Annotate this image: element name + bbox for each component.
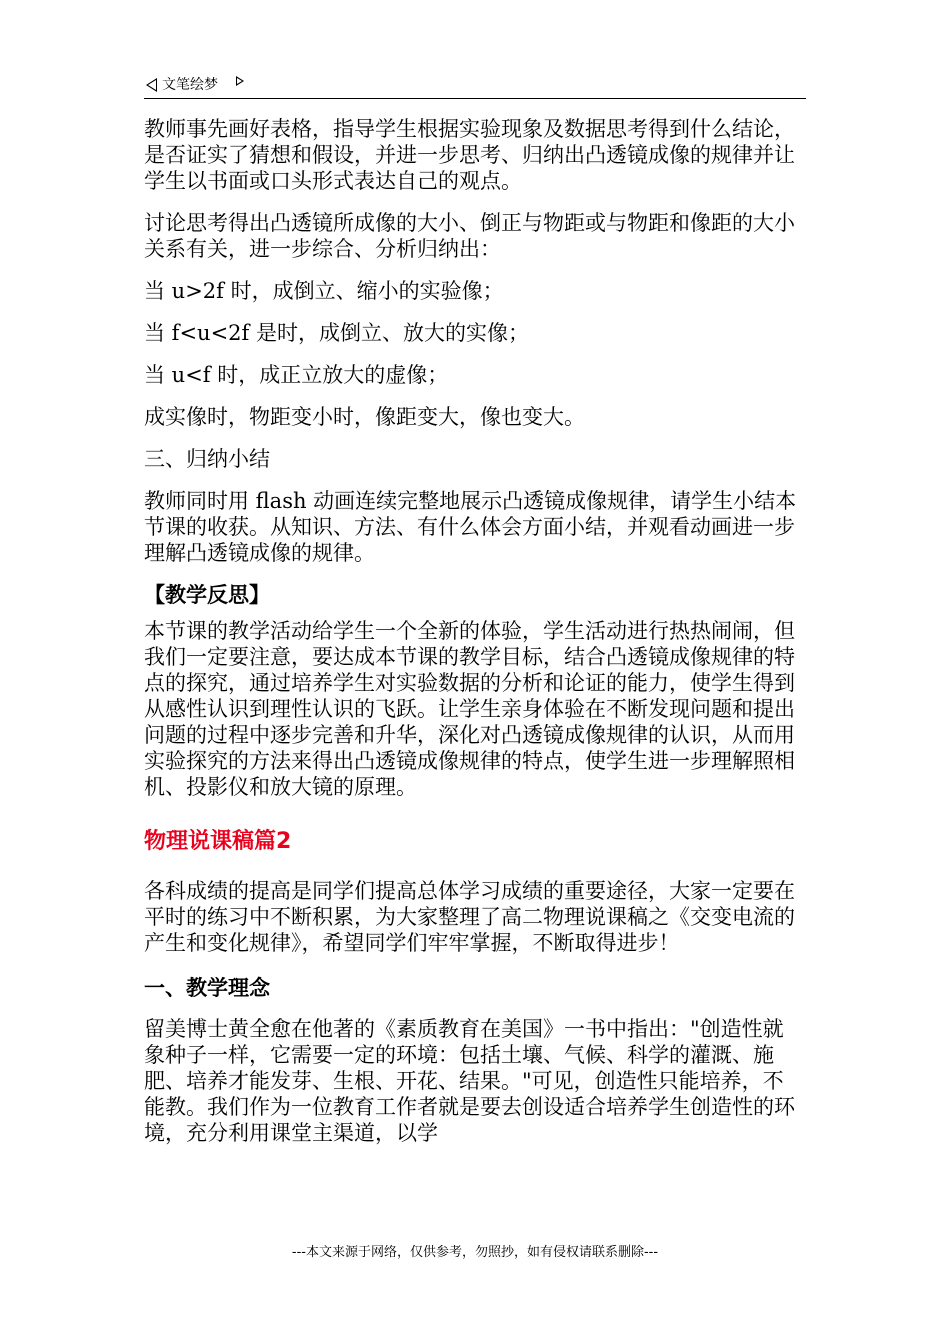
paragraph: 教师事先画好表格，指导学生根据实验现象及数据思考得到什么结论，是否证实了猜想和假设，并进一步思考、归纳出凸透镜成像的规律并让学生以书面或口头形式表达自己的观点。 — [144, 117, 795, 193]
paragraph: 当 u<f 时，成正立放大的虚像； — [144, 363, 449, 387]
triangle-right-icon — [236, 76, 244, 86]
document-body — [144, 116, 804, 1146]
section-intro: 各科成绩的提高是同学们提高总体学习成绩的重要途径，大家一定要在平时的练习中不断积累，为大家整理了高二物理说课稿之《交变电流的产生和变化规律》，希望同学们牢牢掌握，不断取得进步！ — [144, 879, 795, 955]
paragraph: 当 u>2f 时，成倒立、缩小的实验像； — [144, 279, 504, 303]
section-text: 留美博士黄全愈在他著的《素质教育在美国》一书中指出："创造性就象种子一样，它需要一定的环境：包括土壤、气候、科学的灌溉、施肥、培养才能发芽、生根、开花、结果。"可见，创造性只能培养，不能教。我们作为一位教育工作者就是要去创设适合培养学生创造性的环境，充分利用课堂主渠道，以学 — [144, 1017, 795, 1145]
paragraph: 教师同时用 flash 动画连续完整地展示凸透镜成像规律，请学生小结本节课的收获。从知识、方法、有什么体会方面小结，并观看动画进一步理解凸透镜成像的规律。 — [144, 489, 797, 565]
section-title: 物理说课稿篇2 — [144, 829, 292, 854]
paragraph: 讨论思考得出凸透镜所成像的大小、倒正与物距或与物距和像距的大小关系有关，进一步综合、分析归纳出： — [144, 211, 795, 261]
paragraph: 三、归纳小结 — [144, 447, 270, 471]
triangle-left-icon — [146, 78, 157, 92]
header-brand: 文笔绘梦 — [162, 77, 218, 93]
page-header — [144, 74, 806, 99]
section-heading: 一、教学理念 — [144, 976, 270, 1000]
reflection-text: 本节课的教学活动给学生一个全新的体验，学生活动进行热热闹闹，但我们一定要注意，要达成本节课的教学目标，结合凸透镜成像规律的特点的探究，通过培养学生对实验数据的分析和论证的能力，使学生得到从感性认识到理性认识的飞跃。让学生亲身体验在不断发现问题和提出问题的过程中逐步完善和升华，深化对凸透镜成像规律的认识，从而用实验探究的方法来得出凸透镜成像规律的特点，使学生进一步理解照相机、投影仪和放大镜的原理。 — [144, 619, 795, 799]
reflection-heading: 【教学反思】 — [144, 583, 270, 607]
paragraph: 成实像时，物距变小时，像距变大，像也变大。 — [144, 405, 585, 429]
paragraph: 当 f<u<2f 是时，成倒立、放大的实像； — [144, 321, 529, 345]
page-footer: ---本文来源于网络，仅供参考，勿照抄，如有侵权请联系删除--- — [291, 1245, 659, 1260]
